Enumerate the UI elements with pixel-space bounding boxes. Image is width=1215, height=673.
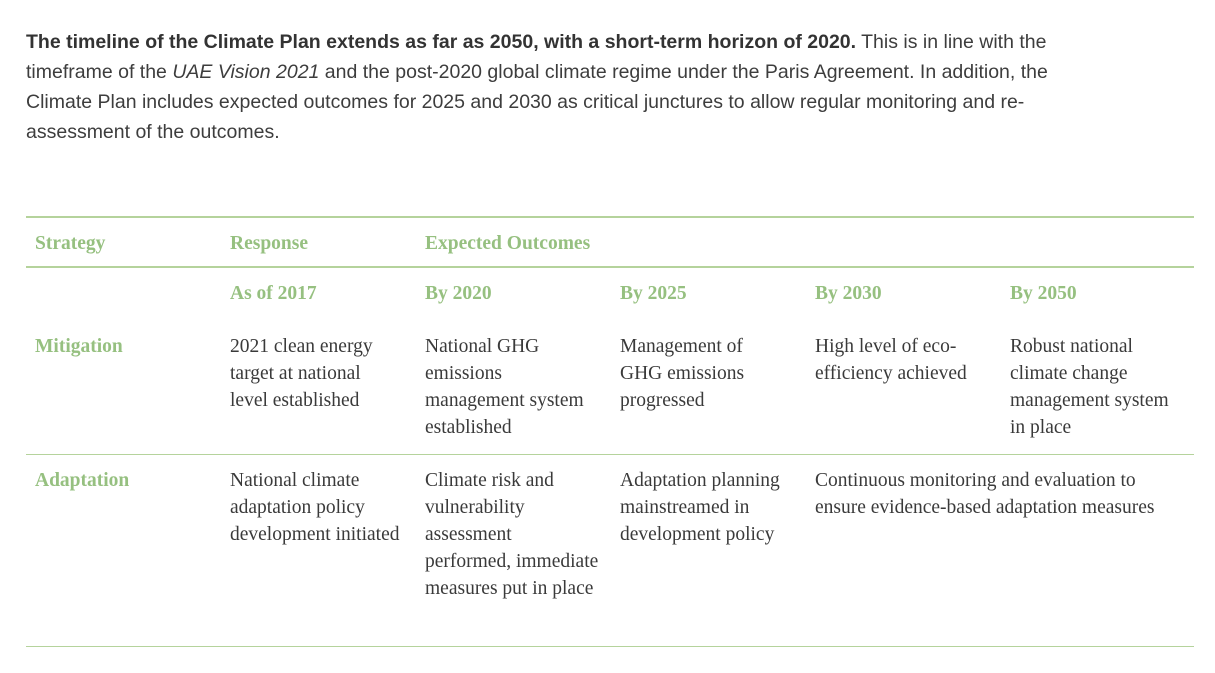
intro-bold: The timeline of the Climate Plan extends as far as 2050, with a short-term horizon of 2020. bbox=[26, 31, 857, 53]
subheader-by-2025: By 2025 bbox=[620, 283, 687, 304]
subheader-by-2050: By 2050 bbox=[1010, 283, 1077, 304]
row-divider bbox=[26, 454, 1194, 455]
table-bottom-rule bbox=[26, 646, 1194, 647]
adaptation-by-2025: Adaptation planning mainstreamed in development policy bbox=[620, 470, 780, 545]
adaptation-by-2020: Climate risk and vulnerability assessment performed, immediate measures put in place bbox=[425, 470, 599, 599]
adaptation-by-2030-2050: Continuous monitoring and evaluation to ensure evidence-based adaptation measures bbox=[815, 470, 1155, 518]
row-label-adaptation: Adaptation bbox=[35, 470, 130, 491]
mitigation-by-2050: Robust national climate change management system in place bbox=[1010, 336, 1169, 438]
header-expected-outcomes: Expected Outcomes bbox=[425, 233, 591, 254]
subheader-by-2020: By 2020 bbox=[425, 283, 492, 304]
mitigation-by-2030: High level of eco-efficiency achieved bbox=[815, 336, 967, 384]
row-label-mitigation: Mitigation bbox=[35, 336, 123, 357]
subheader-by-2030: By 2030 bbox=[815, 283, 882, 304]
header-strategy: Strategy bbox=[35, 233, 106, 254]
adaptation-response: National climate adaptation policy development initiated bbox=[230, 470, 400, 545]
mitigation-by-2025: Management of GHG emissions progressed bbox=[620, 336, 745, 411]
mitigation-by-2020: National GHG emissions management system established bbox=[425, 336, 584, 438]
intro-paragraph bbox=[26, 27, 1056, 147]
table-top-rule bbox=[26, 216, 1194, 218]
intro-part2: and the post-2020 global climate regime under the Paris Agreement. In addition, the Climate Plan includes expected outcomes for 2025 and 2030 as critical junctures to allow regular monitoring and re-assessment of the outcomes. bbox=[26, 61, 1048, 143]
intro-italic: UAE Vision 2021 bbox=[172, 61, 320, 83]
intro-part1: This is in line with the timeframe of the bbox=[26, 31, 1047, 83]
header-rule bbox=[26, 266, 1194, 268]
mitigation-response: 2021 clean energy target at national level established bbox=[230, 336, 373, 411]
subheader-as-of-2017: As of 2017 bbox=[230, 283, 317, 304]
header-response: Response bbox=[230, 233, 309, 254]
